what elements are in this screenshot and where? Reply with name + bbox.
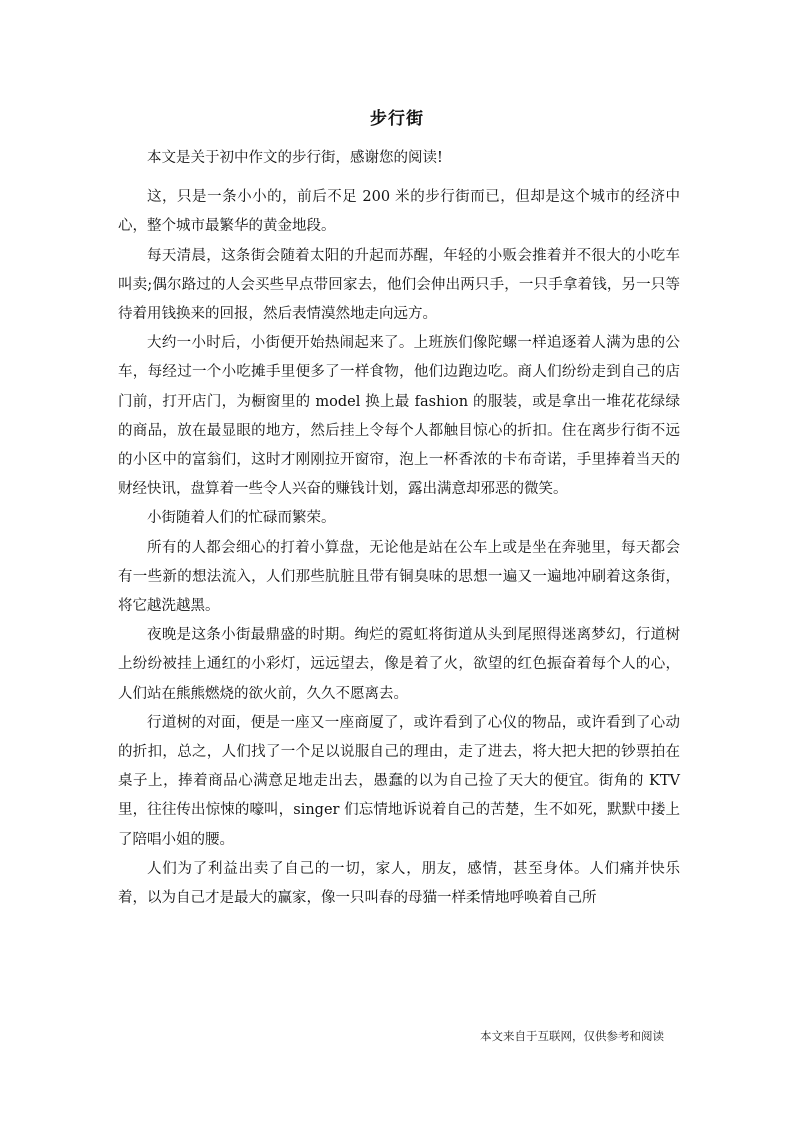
paragraph-5: 所有的人都会细心的打着小算盘，无论他是站在公车上或是坐在奔驰里，每天都会有一些新的想法流入，人们那些肮脏且带有铜臭味的思想一遍又一遍地冲刷着这条街，将它越洗越黑。 <box>118 539 680 615</box>
paragraph-7: 行道树的对面，便是一座又一座商厦了，或许看到了心仪的物品，或许看到了心动的折扣，总之，人们找了一个足以说服自己的理由，走了进去，将大把大把的钞票拍在桌子上，捧着商品心满意足地走出去，愚蠢的以为自己捡了天大的便宜。街角的 KTV 里，往往传出惊悚的嚎叫，singer 们忘情地诉说着自己的苦楚，生不如死，默默中搂上了陪唱小姐的腰。 <box>118 714 680 848</box>
paragraph-3: 大约一小时后，小街便开始热闹起来了。上班族们像陀螺一样追逐着人满为患的公车，每经过一个小吃摊手里便多了一样食物，他们边跑边吃。商人们纷纷走到自己的店门前，打开店门，为橱窗里的 model 换上最 fashion 的服装，或是拿出一堆花花绿绿的商品，放在最显眼的地方，然后挂上令每个人都触目惊心的折扣。住在离步行街不远的小区中的富翁们，这时才刚刚拉开窗帘，泡上一杯香浓的卡布奇诺，手里捧着当天的财经快讯，盘算着一些令人兴奋的赚钱计划，露出满意却邪恶的微笑。 <box>118 335 680 498</box>
paragraph-6: 夜晚是这条小街最鼎盛的时期。绚烂的霓虹将街道从头到尾照得迷离梦幻，行道树上纷纷被挂上通红的小彩灯，远远望去，像是着了火，欲望的红色振奋着每个人的心，人们站在熊熊燃烧的欲火前，久久不愿离去。 <box>118 627 680 702</box>
article-body <box>118 144 680 913</box>
intro-paragraph: 本文是关于初中作文的步行街，感谢您的阅读! <box>147 150 443 166</box>
paragraph-4: 小街随着人们的忙碌而繁荣。 <box>147 510 336 527</box>
paragraph-1: 这，只是一条小小的，前后不足 200 米的步行街而已，但却是这个城市的经济中心，整个城市最繁华的黄金地段。 <box>118 189 680 235</box>
footer-note: 本文来自于互联网，仅供参考和阅读 <box>480 1029 664 1043</box>
page-title: 步行街 <box>370 109 424 129</box>
paragraph-8: 人们为了利益出卖了自己的一切，家人，朋友，感情，甚至身体。人们痛并快乐着，以为自己才是最大的赢家，像一只叫春的母猫一样柔情地呼唤着自己所 <box>118 860 680 907</box>
paragraph-2: 每天清晨，这条街会随着太阳的升起而苏醒，年轻的小贩会推着并不很大的小吃车叫卖;偶尔路过的人会买些早点带回家去，他们会伸出两只手，一只手拿着钱，另一只等待着用钱换来的回报，然后表情漠然地走向远方。 <box>118 247 680 323</box>
